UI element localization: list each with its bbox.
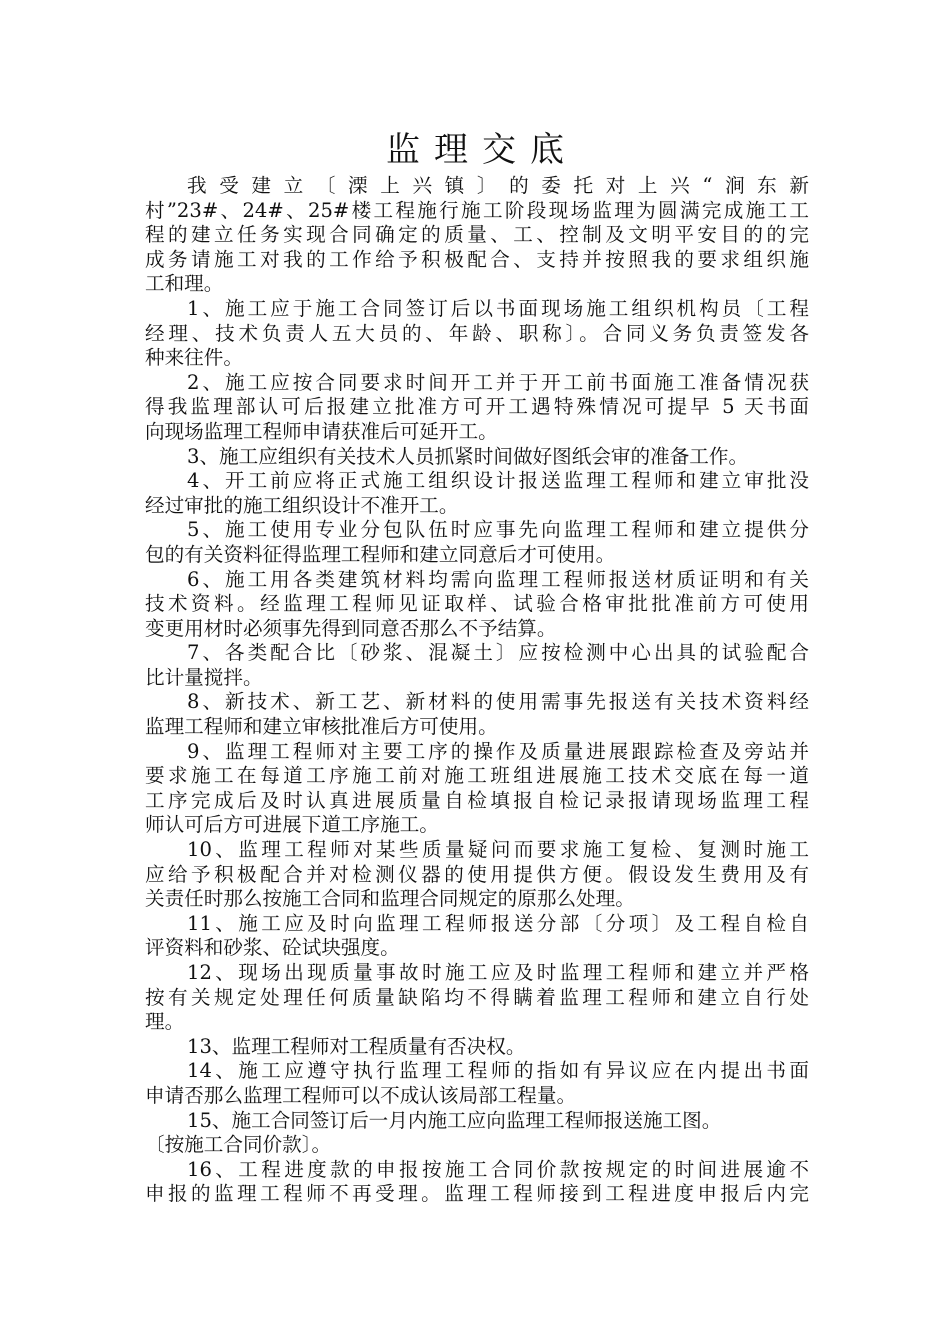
text-line: 经过审批的施工组织设计不准开工。 xyxy=(145,493,459,517)
text-line: 得我监理部认可后报建立批准方可开工遇特殊情况可提早 5 天书面 xyxy=(145,395,809,419)
text-line: 7、各类配合比〔砂浆、混凝土〕应按检测中心出具的试验配合 xyxy=(187,641,809,665)
text-line: 比计量搅拌。 xyxy=(145,665,263,689)
text-line: 成务请施工对我的工作给予积极配合、支持并按照我的要求组织施 xyxy=(145,247,809,271)
text-line: 16、工程进度款的申报按施工合同价款按规定的时间进展逾不 xyxy=(187,1157,809,1181)
text-line: 8、新技术、新工艺、新材料的使用需事先报送有关技术资料经 xyxy=(187,690,809,714)
text-line: 包的有关资料征得监理工程师和建立同意后才可使用。 xyxy=(145,542,616,566)
text-line: 变更用材时必须事先得到同意否那么不予结算。 xyxy=(145,616,557,640)
text-line: 监理工程师和建立审核批准后方可使用。 xyxy=(145,715,498,739)
text-line: 15、施工合同签订后一月内施工应向监理工程师报送施工图。 xyxy=(187,1108,722,1132)
text-line: 理。 xyxy=(145,1010,185,1034)
text-line: 申请否那么监理工程师可以不成认该局部工程量。 xyxy=(145,1083,577,1107)
text-line: 6、施工用各类建筑材料均需向监理工程师报送材质证明和有关 xyxy=(187,567,809,591)
text-line: 1、施工应于施工合同签订后以书面现场施工组织机构员〔工程 xyxy=(187,296,809,320)
text-line: 我受建立〔溧上兴镇〕的委托对上兴“涧东新 xyxy=(187,174,809,197)
text-line: 向现场监理工程师申请获准后可延开工。 xyxy=(145,419,498,443)
text-line: 9、监理工程师对主要工序的操作及质量进展跟踪检查及旁站并 xyxy=(187,739,809,763)
text-line: 申报的监理工程师不再受理。监理工程师接到工程进度申报后内完 xyxy=(145,1182,809,1206)
text-line: 2、施工应按合同要求时间开工并于开工前书面施工准备情况获 xyxy=(187,370,809,394)
document-title: 监理交底 xyxy=(386,130,578,170)
document-body xyxy=(145,174,809,1207)
text-line: 关责任时那么按施工合同和监理合同规定的原那么处理。 xyxy=(145,887,635,911)
text-line: 〔按施工合同价款〕。 xyxy=(145,1133,332,1157)
text-line: 应给予积极配合并对检测仪器的使用提供方便。假设发生费用及有 xyxy=(145,862,809,886)
text-line: 工序完成后及时认真进展质量自检填报自检记录报请现场监理工程 xyxy=(145,788,809,812)
text-line: 程的建立任务实现合同确定的质量、工、控制及文明平安目的的完 xyxy=(145,223,809,247)
text-line: 11、施工应及时向监理工程师报送分部〔分项〕及工程自检自 xyxy=(187,911,809,935)
text-line: 种来往件。 xyxy=(145,346,243,370)
text-line: 按有关规定处理任何质量缺陷均不得瞒着监理工程师和建立自行处 xyxy=(145,985,809,1009)
text-line: 14、施工应遵守执行监理工程师的指如有异议应在内提出书面 xyxy=(187,1059,809,1083)
text-line: 技术资料。经监理工程师见证取样、试验合格审批批准前方可使用 xyxy=(145,592,809,616)
text-line: 评资料和砂浆、砼试块强度。 xyxy=(145,936,400,960)
text-line: 村”23#、24#、25#楼工程施行施工阶段现场监理为圆满完成施工工 xyxy=(145,198,809,222)
text-line: 5、施工使用专业分包队伍时应事先向监理工程师和建立提供分 xyxy=(187,518,809,542)
text-line: 要求施工在每道工序施工前对施工班组进展施工技术交底在每一道 xyxy=(145,764,809,788)
text-line: 工和理。 xyxy=(145,272,224,296)
text-line: 师认可后方可进展下道工序施工。 xyxy=(145,813,439,837)
text-line: 4、开工前应将正式施工组织设计报送监理工程师和建立审批没 xyxy=(187,469,809,493)
text-line: 3、施工应组织有关技术人员抓紧时间做好图纸会审的准备工作。 xyxy=(187,444,749,468)
text-line: 10、监理工程师对某些质量疑问而要求施工复检、复测时施工 xyxy=(187,838,809,862)
text-line: 经理、技术负责人五大员的、年龄、职称〕。合同义务负责签发各 xyxy=(145,321,809,345)
text-line: 12、现场出现质量事故时施工应及时监理工程师和建立并严格 xyxy=(187,961,809,984)
text-line: 13、监理工程师对工程质量有否决权。 xyxy=(187,1034,526,1058)
